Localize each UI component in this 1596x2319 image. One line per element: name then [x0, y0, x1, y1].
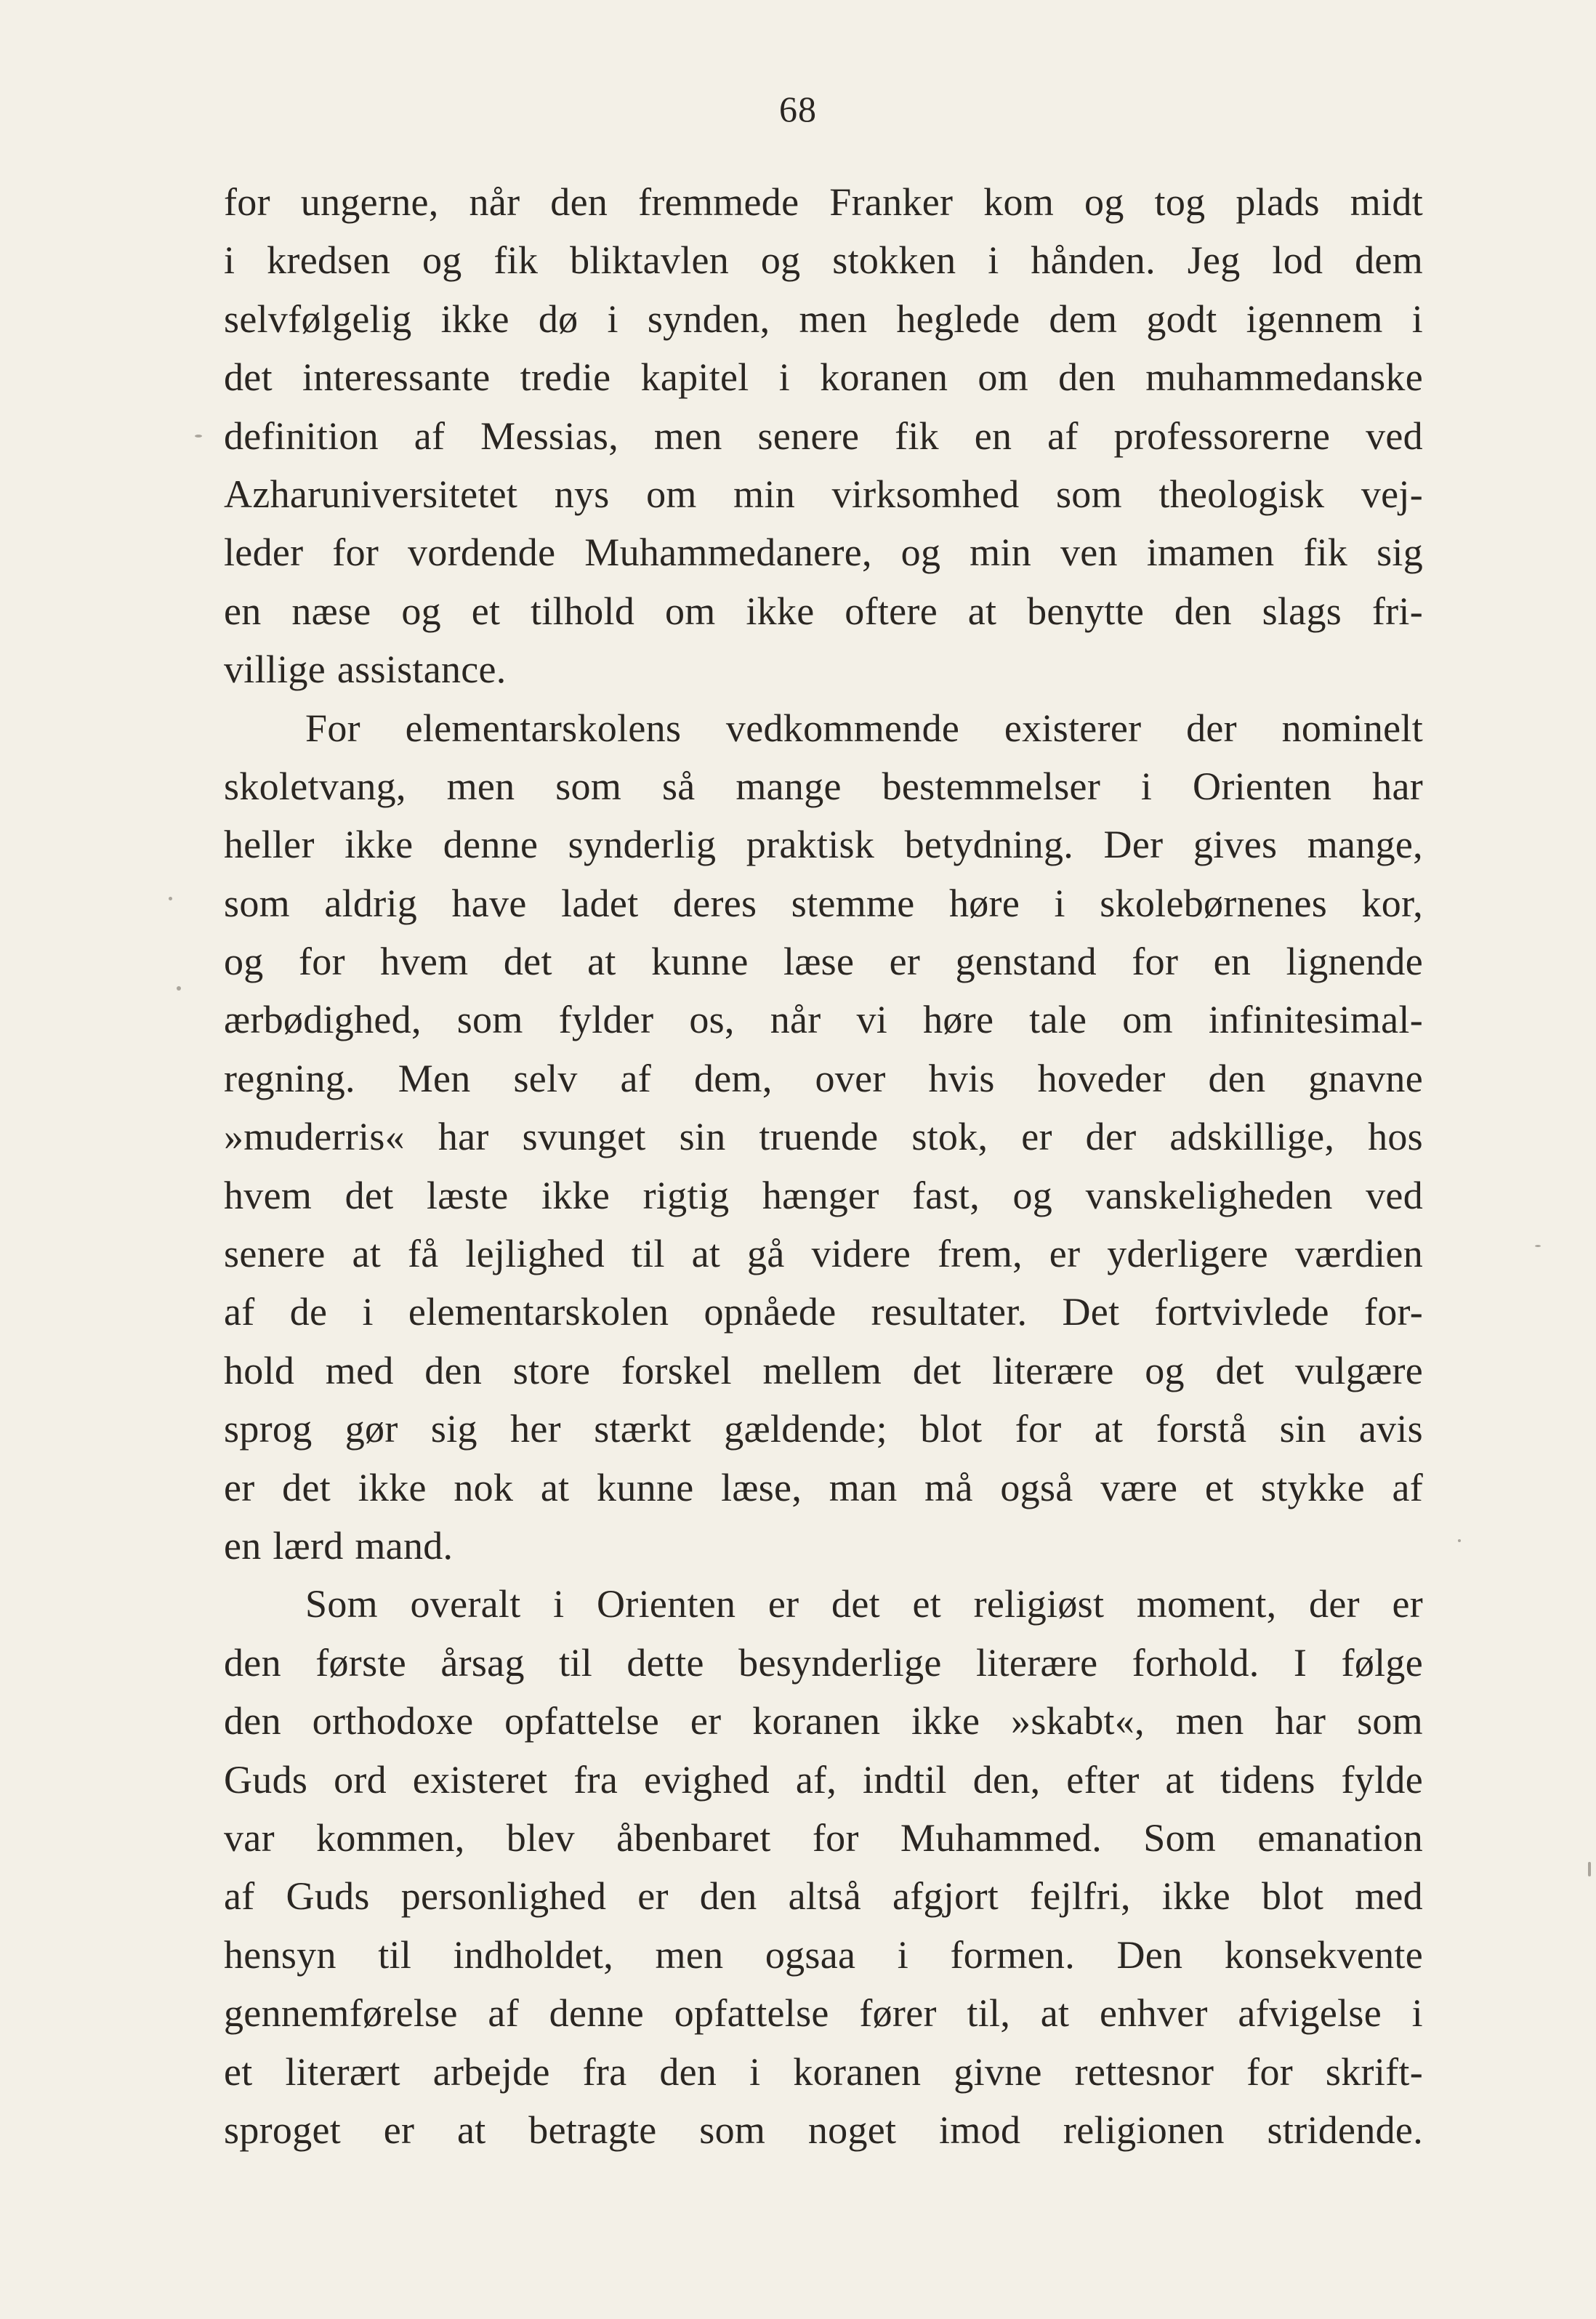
text-line: villige assistance. — [224, 648, 507, 692]
text-line: i kredsen og fik bliktavlen og stokken i hånden. Jeg lod dem — [224, 238, 1423, 283]
text-line: ærbødighed, som fylder os, når vi høre tale om infinitesimal- — [224, 998, 1423, 1042]
text-line: Guds ord existeret fra evighed af, indtil den, efter at tidens fylde — [224, 1757, 1423, 1802]
text-line: definition af Messias, men senere fik en af professorerne ved — [224, 414, 1423, 458]
text-line: et literært arbejde fra den i koranen givne rettesnor for skrift- — [224, 2049, 1423, 2094]
text-line: en lærd mand. — [224, 1523, 454, 1568]
text-line: leder for vordende Muhammedanere, og min ven imamen fik sig — [224, 531, 1423, 575]
text-line: for ungerne, når den fremmede Franker kom og tog plads midt — [224, 180, 1423, 224]
text-line: hvem det læste ikke rigtig hænger fast, og vanskeligheden ved — [224, 1173, 1423, 1217]
text-line: senere at få lejlighed til at gå videre frem, er yderligere værdien — [224, 1232, 1423, 1276]
paragraph-1 — [224, 173, 1423, 699]
paper-speck — [1535, 1245, 1541, 1247]
paper-speck — [1458, 1539, 1461, 1542]
paper-speck — [177, 986, 181, 991]
text-line: og for hvem det at kunne læse er genstand for en lignende — [224, 940, 1423, 984]
text-line: »muderris« har svunget sin truende stok, er der adskillige, hos — [224, 1115, 1423, 1159]
text-line: selvfølgelig ikke dø i synden, men heglede dem godt igennem i — [224, 297, 1423, 341]
text-line: som aldrig have ladet deres stemme høre i skolebørnenes kor, — [224, 881, 1423, 925]
paragraph-3 — [224, 1575, 1423, 2159]
text-line: var kommen, blev åbenbaret for Muhammed. Som emanation — [224, 1815, 1423, 1860]
text-line: sprog gør sig her stærkt gældende; blot for at forstå sin avis — [224, 1407, 1423, 1451]
paragraph-2 — [224, 699, 1423, 1576]
text-line: Azharuniversitetet nys om min virksomhed som theologisk vej- — [224, 472, 1423, 516]
text-line: gennemførelse af denne opfattelse fører til, at enhver afvigelse i — [224, 1991, 1423, 2036]
text-line: den første årsag til dette besynderlige literære forhold. I følge — [224, 1640, 1423, 1685]
text-line: er det ikke nok at kunne læse, man må også være et stykke af — [224, 1465, 1423, 1509]
text-line: Som overalt i Orienten er det et religiøst moment, der er — [305, 1582, 1423, 1626]
text-line: det interessante tredie kapitel i koranen om den muhammedanske — [224, 355, 1423, 400]
text-line: hensyn til indholdet, men ogsaa i formen. Den konsekvente — [224, 1932, 1423, 1977]
text-line: af Guds personlighed er den altså afgjort fejlfri, ikke blot med — [224, 1874, 1423, 1919]
text-line: hold med den store forskel mellem det literære og det vulgære — [224, 1348, 1423, 1392]
text-line: en næse og et tilhold om ikke oftere at benytte den slags fri- — [224, 589, 1423, 633]
text-line: af de i elementarskolen opnåede resultater. Det fortvivlede for- — [224, 1290, 1423, 1334]
paper-speck — [1588, 1862, 1591, 1876]
body-text — [224, 173, 1423, 2159]
text-line: sproget er at betragte som noget imod religionen stridende. — [224, 2108, 1423, 2152]
text-line: regning. Men selv af dem, over hvis hoveder den gnavne — [224, 1056, 1423, 1100]
paper-speck — [169, 897, 172, 900]
paper-speck — [195, 435, 202, 437]
text-line: den orthodoxe opfattelse er koranen ikke »skabt«, men har som — [224, 1699, 1423, 1743]
text-line: heller ikke denne synderlig praktisk betydning. Der gives mange, — [224, 823, 1423, 867]
page-number: 68 — [779, 89, 817, 129]
text-line: For elementarskolens vedkommende existerer der nominelt — [305, 706, 1423, 750]
text-line: skoletvang, men som så mange bestemmelser i Orienten har — [224, 764, 1423, 808]
